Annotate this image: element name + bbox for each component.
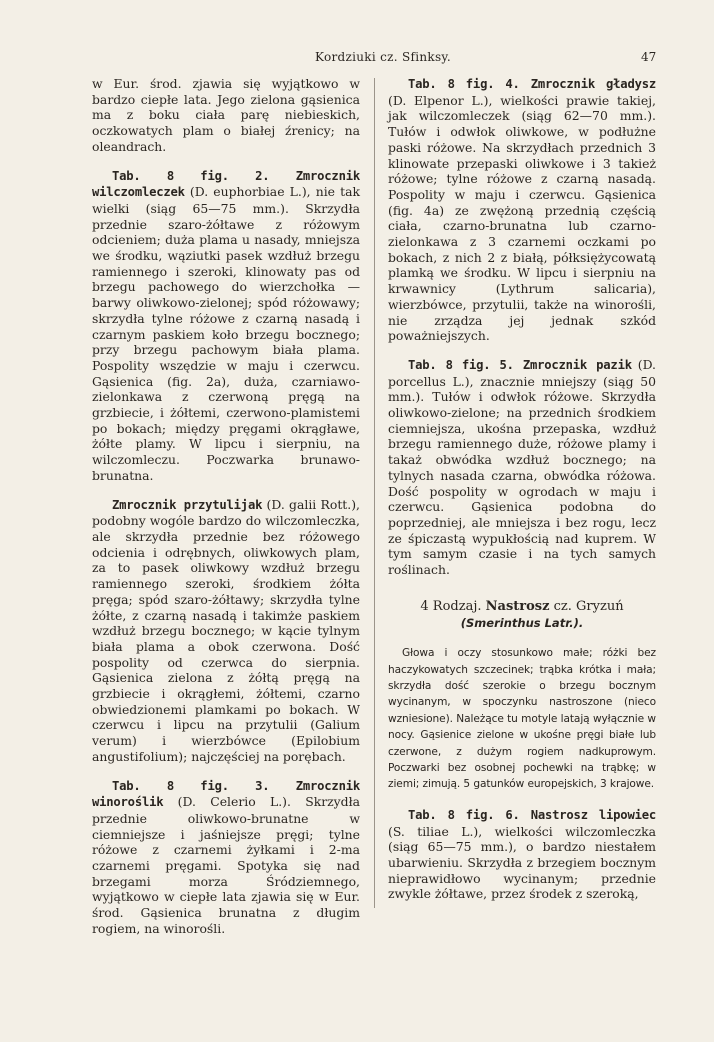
entry-body: (D. Celerio L.). Skrzydła przednie oliwkowo-brunatne w ciemniejsze i jaśniejsze pręgi; tylne różowe z czarnemi żyłkami i 2-ma czarnemi pręgami. Spotyka się nad brzegami morza Śródziemnego, wyjątkowo w ciepłe lata zjawia się w Eur. środ. Gąsienica brunatna z długim rogiem, na winorośli. [92, 794, 360, 936]
entry-heading: Zmrocznik przytulijak [112, 497, 263, 512]
entry-heading: Tab. 8 fig. 6. Nastrosz lipowiec [408, 807, 656, 822]
entry-body: (S. tiliae L.), wielkości wilczomleczka (siąg 65—75 mm.), o bardzo niestałem ubarwieniu. Skrzydła z brzegiem bocznym nieprawidłowo wycinanym; przednie zwykle żółtawe, przez środek z szeroką, [388, 823, 656, 902]
entry-gladysz [388, 76, 656, 344]
genus-heading [388, 598, 656, 631]
entry-winoroslik [92, 778, 360, 937]
genus-latin: (Smerinthus Latr.). [460, 615, 584, 630]
genus-number: 4 Rodzaj. [420, 598, 482, 614]
genus-name: Nastrosz [485, 598, 550, 614]
entry-lipowiec [388, 807, 656, 902]
entry-pazik [388, 357, 656, 578]
entry-heading: Tab. 8 fig. 3. Zmrocznik winoroślik [92, 778, 360, 810]
entry-przytulijak [92, 497, 360, 765]
running-head: Kordziuki cz. Sfinksy. [315, 50, 452, 64]
entry-body: (D. galii Rott.), podobny wogóle bardzo do wilczomleczka, ale skrzydła przednie bez różowego odcienia i odrębnych, oliwkowych plam, za to pasek oliwkowy wzdłuż brzegu ramiennego szeroki, środkiem żółta pręga; spód szaro-żółtawy; skrzydła tylne żółte, z czarną nasadą i takimże paskiem wzdłuż brzegu bocznego; w kącie tylnym biała plama a obok czerwona. Dość pospolity od czerwca do sierpnia. Gąsienica zielona z żółtą pręgą na grzbiecie i okrągłemi, żółtemi, czarno obwiedzionemi plamkami po bokach. W czerwcu i lipcu na przytulii (Galium verum) i wierzbówce (Epilobium angustifolium); najczęściej na porębach. [92, 496, 360, 764]
genus-polish: cz. Gryzuń [553, 598, 624, 614]
entry-heading: Tab. 8 fig. 5. Zmrocznik pazik [408, 357, 632, 372]
entry-heading: Tab. 8 fig. 2. Zmrocznik wilczomleczek [92, 168, 360, 200]
right-column [388, 76, 656, 915]
paragraph-continued: w Eur. środ. zjawia się wyjątkowo w bardzo ciepłe lata. Jego zielona gąsienica ma z boku ciała parę niebieskich, oczkowatych plam o białej źrenicy; na oleandrach. [92, 76, 360, 154]
column-divider [374, 78, 375, 908]
genus-description: Głowa i oczy stosunkowo małe; różki bez haczykowatych szczecinek; trąbka krótka i mała; skrzydła dość szerokie o brzegu bocznym wycinanym, w spoczynku nastroszone (nieco wzniesione). Należące tu motyle latają wyłącznie w nocy. Gąsienice zielone w ukośne pręgi białe lub czerwone, z dużym rogiem nadkuprowym. Poczwarki bez osobnej pochewki na trąbkę; w ziemi; zimują. 5 gatunków europejskich, 3 krajowe. [388, 647, 656, 791]
left-column [92, 76, 360, 950]
entry-body: (D. porcellus L.), znacznie mniejszy (siąg 50 mm.). Tułów i odwłok różowe. Skrzydła oliwkowo-zielone; na przednich środkiem ciemniejsza, ukośna przepaska, wzdłuż brzegu ramiennego duże, różowe plamy i takaż obwódka wzdłuż bocznego; na tylnych nasada czarna, obwódka różowa. Dość pospolity w ogrodach w maju i czerwcu. Gąsienica podobna do poprzedniej, ale mniejsza i bez rogu, lecz ze śpiczastą wypukłością nad kuprem. W tym samym czasie i na tych samych roślinach. [388, 356, 656, 578]
entry-wilczomleczek [92, 168, 360, 484]
page-number: 47 [641, 50, 657, 64]
entry-body: (D. euphorbiae L.), nie tak wielki (siąg 65—75 mm.). Skrzydła przednie szaro-żółtawe z różowym odcieniem; duża plama u nasady, mniejsza we środku, wąziutki pasek wzdłuż brzegu ramiennego i szeroki, klinowaty pas od brzegu pachowego do wierzchołka — barwy oliwkowo-zielonej; spód różowawy; skrzydła tylne różowe z czarną nasadą i czarnym paskiem koło brzegu bocznego; przy brzegu pachowym biała plama. Pospolity wszędzie w maju i czerwcu. Gąsienica (fig. 2a), duża, czarniawo-zielonkawa z czerwoną pręgą na grzbiecie, i żółtemi, czerwono-plamistemi po bokach; między pręgami okrągławe, żółte plamy. W lipcu i sierpniu, na wilczomleczu. Poczwarka brunawo-brunatna. [92, 184, 360, 483]
entry-heading: Tab. 8 fig. 4. Zmrocznik gładysz [408, 77, 656, 91]
entry-body: (D. Elpenor L.), wielkości prawie takiej, jak wilczomleczek (siąg 62—70 mm.). Tułów i odwłok oliwkowe, w podłużne paski różowe. Na skrzydłach przednich 3 klinowate przepaski oliwkowe i 3 takież różowe; tylne różowe z czarną nasadą. Pospolity w maju i czerwcu. Gąsienica (fig. 4a) ze zwężoną przednią częścią ciała, czarno-brunatna lub czarno-zielonkawa z 3 czarnemi oczkami po bokach, z nich 2 z białą, półksiężycowatą plamką we środku. W lipcu i sierpniu na krwawnicy (Lythrum salicaria), wierzbówce, przytulii, także na winorośli, nie zrządza jej jednak szkód poważniejszych. [388, 92, 656, 344]
